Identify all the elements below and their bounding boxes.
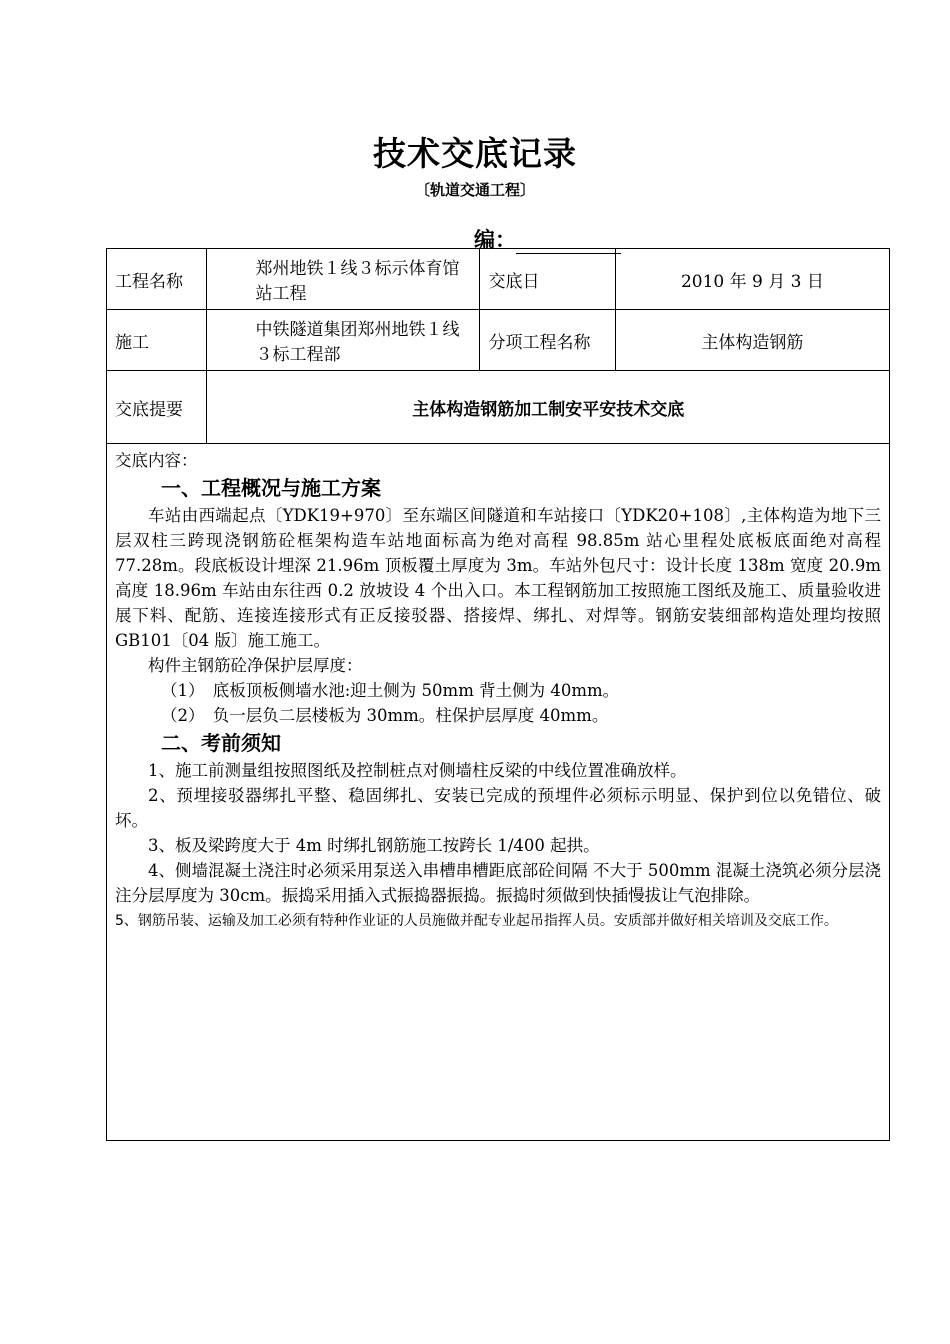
date-label: 交底日 (480, 249, 615, 310)
project-name-label: 工程名称 (107, 249, 207, 310)
content-cell (107, 444, 890, 1141)
note-3: 3、板及梁跨度大于 4m 时绑扎钢筋施工按跨长 1/400 起拱。 (148, 836, 600, 855)
overview-paragraph: 车站由西端起点〔YDK19+970〕至东端区间隧道和车站接口〔YDK20+108〕,主体构造为地下三层双柱三跨现浇钢筋砼框架构造车站地面标高为绝对高程 98.85m 站心里程处底板底面绝对高程 77.28m。段底板设计埋深 21.96m 顶板覆土厚度为 3m。车站外包尺寸：设计长度 138m 宽度 20.9m 高度 18.96m 车站由东往西 0.2 放坡设 4 个出入口。本工程钢筋加工按照施工图纸及施工、质量验收进展下料、配筋、连接连接形式有正反接驳器、搭接焊、绑扎、对焊等。钢筋安装细部构造处理均按照 GB101〔04 版〕施工施工。 (115, 506, 881, 650)
section-heading-2: 二、考前须知 (161, 731, 281, 755)
content-body (115, 448, 881, 934)
document-subtitle: 〔轨道交通工程〕 (414, 181, 535, 199)
subproject-label: 分项工程名称 (480, 310, 615, 371)
summary-value: 主体构造钢筋加工制安平安技术交底 (207, 371, 890, 444)
summary-label: 交底提要 (107, 371, 207, 444)
date-value: 2010 年 9 月 3 日 (615, 249, 889, 310)
note-4: 4、侧墙混凝土浇注时必须采用泵送入串槽串槽距底部砼间隔 不大于 500mm 混凝土浇筑必须分层浇注分层厚度为 30cm。振捣采用插入式振捣器振捣。振捣时须做到快插慢拔让气泡排除。 (115, 861, 881, 905)
content-label: 交底内容： (115, 451, 198, 470)
subproject-value: 主体构造钢筋 (615, 310, 889, 371)
editor-label: 编： (474, 227, 516, 252)
construction-label: 施工 (107, 310, 207, 371)
note-2: 2、预埋接驳器绑扎平整、稳固绑扎、安装已完成的预埋件必须标示明显、保护到位以免错位、破坏。 (115, 786, 881, 830)
form-row-summary (107, 371, 890, 444)
note-5: 5、钢筋吊装、运输及加工必须有特种作业证的人员施做并配专业起吊指挥人员。安质部并做好相关培训及交底工作。 (115, 913, 838, 929)
document-title: 技术交底记录 (373, 134, 577, 173)
cover-thickness-item-2: （2） 负一层负二层楼板为 30mm。柱保护层厚度 40mm。 (161, 706, 609, 725)
construction-value: 中铁隧道集团郑州地铁１线３标工程部 (207, 310, 480, 371)
section-heading-1: 一、工程概况与施工方案 (161, 476, 381, 500)
form-row-content (107, 444, 890, 1141)
note-1: 1、施工前测量组按照图纸及控制桩点对侧墙柱反梁的中线位置准确放样。 (148, 761, 687, 780)
form-row-construction (107, 310, 890, 371)
disclosure-form-table (106, 248, 890, 1141)
cover-thickness-intro: 构件主钢筋砼净保护层厚度： (148, 656, 363, 675)
form-row-project (107, 249, 890, 310)
cover-thickness-item-1: （1） 底板顶板侧墙水池:迎土侧为 50mm 背土侧为 40mm。 (161, 681, 620, 700)
project-name-value: 郑州地铁１线３标示体育馆站工程 (207, 249, 480, 310)
